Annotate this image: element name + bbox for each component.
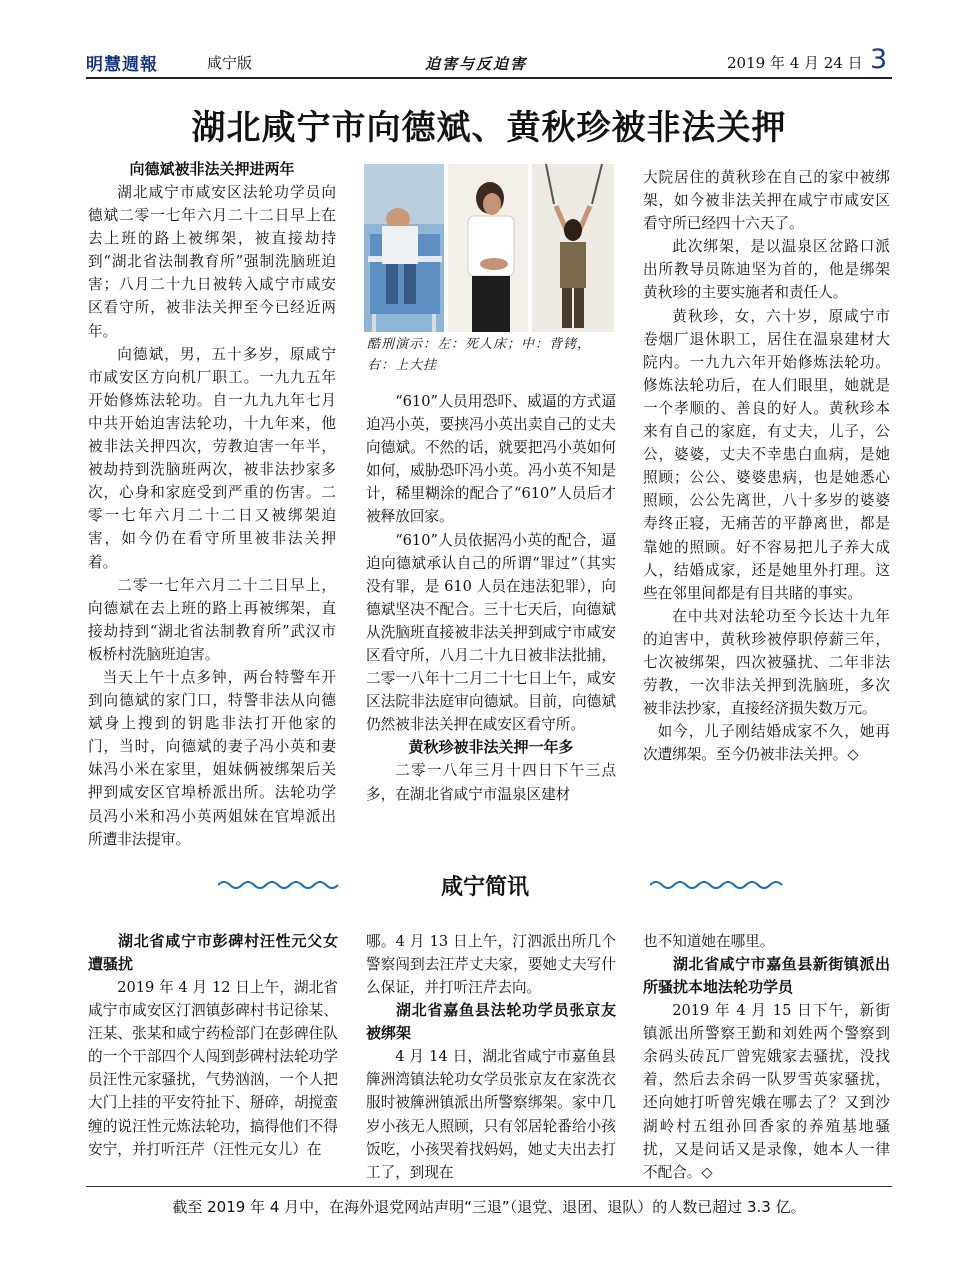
paragraph: 大院居住的黄秋珍在自己的家中被绑架，如今被非法关押在咸宁市咸安区看守所已经四十六天了。 [643, 169, 890, 233]
header-rule [86, 77, 892, 79]
brief-column-2 [366, 930, 616, 1184]
footer-notice: 截至 2019 年 4 月中，在海外退党网站声明“三退”（退党、退团、退队）的人数已超过 3.3 亿。 [172, 1198, 806, 1216]
paragraph: 向德斌，男，五十多岁，原咸宁市咸安区方向机厂职工。一九九五年开始修炼法轮功。自一九九九年七月中共开始迫害法轮功，十九年来，他被非法关押四次，劳教迫害一年半，被劫持到洗脑班两次，被非法抄家多次，心身和家庭受到严重的伤害。二零一七年六月二十二日又被绑架迫害，如今仍在看守所里被非法关押着。 [88, 345, 336, 571]
back-cuffing-image [448, 164, 528, 332]
paragraph: 如今，儿子刚结婚成家不久，她再次遭绑架。至今仍被非法关押。◇ [643, 723, 890, 764]
subheading-huang: 黄秋珍被非法关押一年多 [408, 738, 574, 757]
issue-date: 2019 年 4 月 24 日 [727, 54, 863, 72]
page-number: 3 [870, 44, 888, 75]
torture-illustration [364, 164, 614, 332]
paragraph: 在中共对法轮功至今长达十九年的迫害中，黄秋珍被停职停薪三年，七次被绑架，四次被骚扰、二年非法劳教，一次非法关押到洗脑班，多次被非法抄家，直接经济损失数万元。 [643, 607, 890, 718]
brief-title-1: 湖北省咸宁市彭碑村汪性元父女遭骚扰 [88, 932, 338, 973]
brief-title-2: 湖北省嘉鱼县法轮功学员张京友被绑架 [366, 1001, 616, 1043]
paragraph: 黄秋珍，女，六十岁，原咸宁市卷烟厂退休职工，居住在温泉建材大院内。一九九六年开始修炼法轮功。修炼法轮功后，在人们眼里，她就是一个孝顺的、善良的好人。黄秋珍本来有自己的家庭，有丈夫，儿子，公公，婆婆，丈夫不幸患白血病，是她照顾；公公、婆婆患病，也是她悉心照顾，公公先离世，八十多岁的婆婆寿终正寝，无痛苦的平静离世，都是靠她的照顾。好不容易把儿子养大成人，结婚成家，还是她里外打理。这些在邻里间都是有目共睹的事实。 [643, 307, 890, 602]
paragraph: 也不知道她在哪里。 [643, 933, 775, 950]
section-title: 迫害与反迫害 [425, 55, 528, 73]
wave-divider-left-icon [218, 878, 342, 892]
photo-caption: 酷刑演示：左：死人床；中：背铐，右：上大挂 [367, 337, 592, 373]
paragraph: 此次绑架，是以温泉区岔路口派出所教导员陈迪坚为首的，他是绑架黄秋珍的主要实施者和责任人。 [643, 238, 890, 302]
article-column-3 [643, 166, 890, 766]
footer-rule [86, 1186, 892, 1187]
article-column-1 [88, 158, 336, 851]
wave-divider-right-icon [650, 878, 790, 892]
paragraph: 哪。4 月 13 日上午，汀泗派出所几个警察闯到去汪芹丈夫家，要她丈夫写什么保证，并打听汪芹去向。 [366, 933, 616, 997]
paragraph: “610”人员用恐吓、威逼的方式逼迫冯小英，要挟冯小英出卖自己的丈夫向德斌。不然的话，就要把冯小英如何如何，威胁恐吓冯小英。冯小英不知是计，稀里糊涂的配合了“610”人员后才被释放回家。 [366, 393, 616, 526]
edition-label: 咸宁版 [207, 54, 253, 72]
article-column-2 [366, 390, 616, 806]
paragraph: 2019 年 4 月 12 日上午，湖北省咸宁市咸安区汀泗镇彭碑村书记徐某、汪某、张某和咸宁药检部门在彭碑住队的一个干部四个人闯到彭碑村法轮功学员汪性元家骚扰，气势汹汹，一个人把大门上挂的平安符扯下、掰碎，胡搅蛮缠的说汪性元炼法轮功，搞得他们不得安宁，并打听汪芹（汪性元女儿）在 [88, 979, 338, 1158]
paragraph: 二零一七年六月二十二日早上，向德斌在去上班的路上再被绑架，直接劫持到“湖北省法制教育所”武汉市板桥村洗脑班迫害。 [88, 576, 336, 663]
paragraph: 当天上午十点多钟，两台特警车开到向德斌的家门口，特警非法从向德斌身上搜到的钥匙非法打开他家的门，当时，向德斌的妻子冯小英和妻妹冯小米在家里，姐妹俩被绑架后关押到咸安区官埠桥派出所。法轮功学员冯小米和冯小英两姐妹在官埠派出所遭非法提审。 [88, 668, 336, 848]
paragraph: “610”人员依据冯小英的配合，逼迫向德斌承认自己的所谓“罪过”（其实没有罪，是 610 人员在违法犯罪），向德斌坚决不配合。三十七天后，向德斌从洗脑班直接被非法关押到咸宁市咸安区看守所，八月二十九日被非法批捕，二零一八年十二月二十七日上午，咸安区法院非法庭审向德斌。目前，向德斌仍然被非法关押在咸安区看守所。 [366, 531, 616, 734]
paragraph: 2019 年 4 月 15 日下午，新街镇派出所警察王勤和刘姓两个警察到余码头砖瓦厂曾宪娥家去骚扰，没找着，然后去余码一队罗雪英家骚扰，还向她打听曾宪娥在哪去了？又到沙湖岭村五组孙回香家的养殖基地骚扰，又是问话又是录像，她本人一律不配合。◇ [643, 1002, 890, 1181]
hanging-image [532, 164, 614, 332]
paragraph: 湖北咸宁市咸安区法轮功学员向德斌二零一七年六月二十二日早上在去上班的路上被绑架，被直接劫持到“湖北省法制教育所”强制洗脑班迫害；八月二十九日被转入咸宁市咸安区看守所，被非法关押至今已经近两年。 [88, 184, 336, 340]
death-bed-image [364, 164, 444, 332]
masthead: 明慧週報 [86, 55, 158, 75]
paragraph: 4 月 14 日，湖北省咸宁市嘉鱼县簰洲湾镇法轮功女学员张京友在家洗衣服时被簰洲镇派出所警察绑架。家中几岁小孩无人照顾，只有邻居轮番给小孩饭吃，小孩哭着找妈妈，她丈夫出去打工了，到现在 [366, 1048, 616, 1181]
subheading-xiang: 向德斌被非法关押进两年 [129, 160, 295, 178]
briefs-heading: 咸宁简讯 [441, 875, 530, 900]
paragraph: 二零一八年三月十四日下午三点多，在湖北省咸宁市温泉区建材 [366, 762, 616, 803]
brief-title-3: 湖北省咸宁市嘉鱼县新街镇派出所骚扰本地法轮功学员 [643, 955, 890, 997]
brief-column-3 [643, 930, 890, 1184]
article-title: 湖北咸宁市向德斌、黄秋珍被非法关押 [191, 108, 787, 148]
brief-column-1 [88, 930, 338, 1161]
